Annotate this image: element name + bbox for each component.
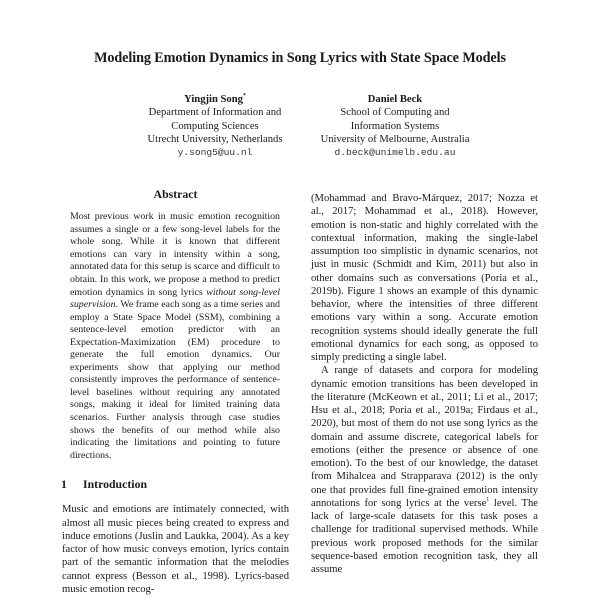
abstract-heading: Abstract (153, 187, 198, 201)
author-affiliation: School of Computing and (340, 107, 450, 119)
author-footnote-marker: * (242, 93, 246, 99)
author-name: Daniel Beck (367, 94, 423, 105)
intro-paragraph: Music and emotions are intimately connected, with almost all music pieces being created to express and induce emotions (Juslin and Laukka, 2004). As a key factor of how music conveys emotion, lyrics contain part of the semantic information that the melodies cannot express (Besson et al., 1998). Lyrics-based music emotion recog- (62, 504, 289, 595)
author-affiliation: Information Systems (350, 120, 440, 132)
body-paragraph: (Mohammad and Bravo-Márquez, 2017; Nozza et al., 2017; Mohammad et al., 2018). However, emotion is non-static and highly correlated with the contextual information, making the single-label assumption too simplistic in dynamic scenarios, not just in music (Schmidt and Kim, 2011) but also in other domains such as conversations (Poria et al., 2019b). Figure 1 shows an example of this dynamic behavior, where the intensities of three different emotions vary within a song. Accurate emotion recognition systems should ideally generate the full emotional dynamics for each song, as opposed to simply predicting a single label. (311, 193, 538, 363)
section-title: Introduction (83, 477, 148, 492)
left-column (62, 188, 289, 596)
section-heading-introduction (61, 478, 289, 491)
body-paragraph: A range of datasets and corpora for modeling dynamic emotion transitions has been developed in the literature (McKeown et al., 2011; Li et al., 2017; Hsu et al., 2018; Poria et al., 2019a; Firdaus et al., 2020), but most of them do not use song lyrics as the domain and assume discrete, categorical labels for emotions (either the presence or absence of one emotion). To the best of our knowledge, the dataset from Mihalcea and Strapparava (2012) is the only one that provides full fine-grained emotion intensity annotations for song lyrics at the verse$^1$ level. The lack of large-scale datasets for this task poses a challenge for traditional supervised methods. While previous work proposed methods for the similar sequence-based emotion recognition task, they all assume (311, 365, 538, 575)
abstract-text: Most previous work in music emotion recognition assumes a single or a few song-level labels for the whole song. While it is known that different emotions can vary in intensity within a song, annotated data for this setup is scarce and difficult to obtain. In this work, we propose a method to predict emotion dynamics in song lyrics without song-level supervision. We frame each song as a time series and employ a State Space Model (SSM), combining a sentence-level emotion predictor with an Expectation-Maximization (EM) procedure to generate the full emotion dynamics. Our experiments show that applying our method consistently improves the performance of sentence-level baselines without requiring any annotated songs, making it ideal for limited training data scenarios. Further analysis through case studies shows the benefits of our method while also indicating the limitations and pointing to future directions. (70, 211, 280, 461)
abstract-emphasis: without song-level supervision (70, 286, 280, 311)
author-affiliation: University of Melbourne, Australia (320, 133, 470, 145)
author-affiliation: Computing Sciences (171, 120, 259, 132)
author-affiliation: Department of Information and (148, 107, 282, 119)
author-affiliation: Utrecht University, Netherlands (147, 133, 283, 145)
author-block-2 (285, 93, 505, 159)
right-column (311, 192, 538, 576)
paper-title: Modeling Emotion Dynamics in Song Lyrics with State Space Models (94, 50, 506, 66)
author-email[interactable]: d.beck@unimelb.edu.au (334, 147, 456, 159)
author-email[interactable]: y.song5@uu.nl (177, 147, 253, 159)
footnote-marker[interactable]: 1 (486, 496, 490, 503)
author-name: Yingjin Song* (184, 93, 246, 105)
section-number: 1 (61, 477, 67, 492)
